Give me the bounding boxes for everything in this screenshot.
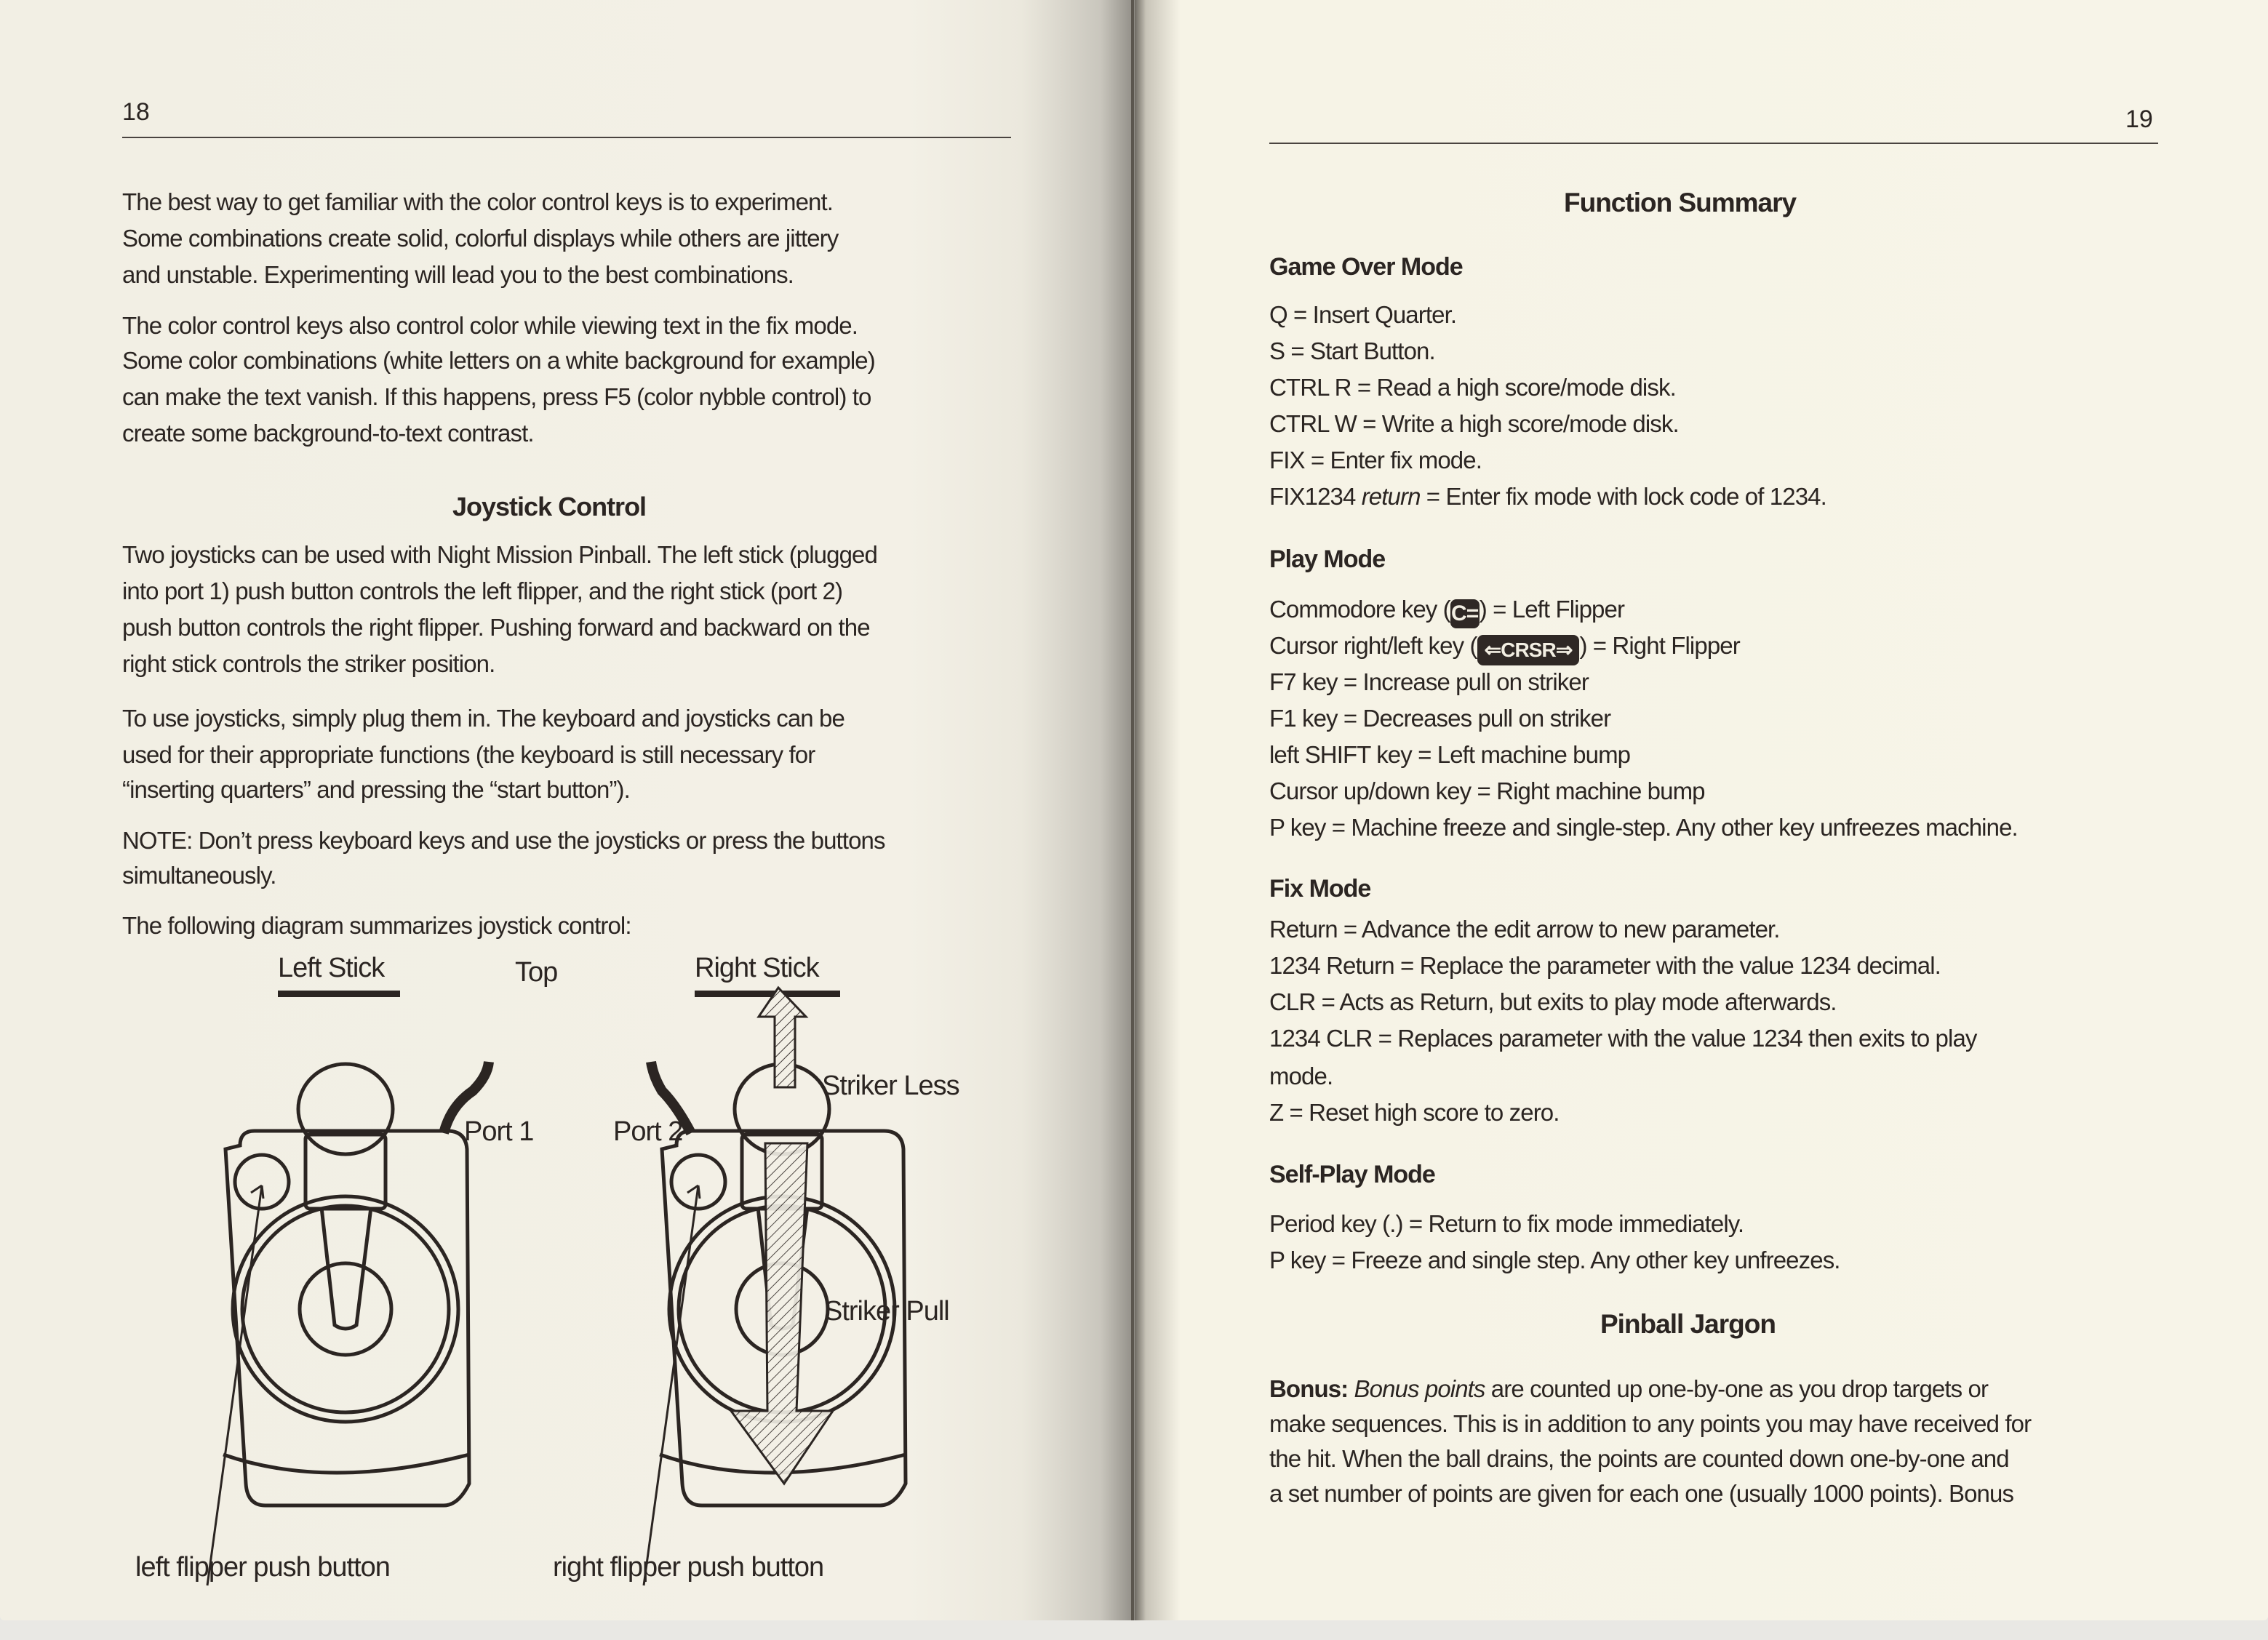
joystick-control-heading: Joystick Control bbox=[452, 492, 647, 521]
pinball-jargon-heading: Pinball Jargon bbox=[1600, 1309, 1776, 1339]
striker-pull-label: Striker Pull bbox=[824, 1296, 949, 1327]
left-joystick-icon bbox=[207, 1062, 489, 1585]
text-line: push button controls the right flipper. Pushing forward and backward on the bbox=[122, 614, 870, 641]
list-item: Z = Reset high score to zero. bbox=[1269, 1099, 1560, 1126]
top-label: Top bbox=[515, 957, 558, 988]
text-line: into port 1) push button controls the left flipper, and the right stick (port 2) bbox=[122, 577, 843, 604]
text-line: Some combinations create solid, colorful displays while others are jittery bbox=[122, 225, 839, 252]
list-item: 1234 CLR = Replaces parameter with the value 1234 then exits to play bbox=[1269, 1025, 1977, 1052]
list-item: FIX = Enter fix mode. bbox=[1269, 447, 1482, 473]
diagram-intro: The following diagram summarizes joystick control: bbox=[122, 912, 631, 939]
list-item: F7 key = Increase pull on striker bbox=[1269, 668, 1589, 695]
right-stick-label: Right Stick bbox=[695, 953, 819, 983]
bonus-italic: Bonus points bbox=[1354, 1375, 1485, 1402]
text-line: a set number of points are given for each one (usually 1000 points). Bonus bbox=[1269, 1480, 2014, 1507]
header-rule-left bbox=[122, 137, 1011, 138]
list-item: CTRL R = Read a high score/mode disk. bbox=[1269, 374, 1676, 401]
bonus-line: are counted up one-by-one as you drop targets or bbox=[1485, 1375, 1989, 1402]
game-over-mode-heading: Game Over Mode bbox=[1269, 253, 1463, 281]
port2-label: Port 2 bbox=[613, 1116, 683, 1147]
book-gutter bbox=[1131, 0, 1134, 1620]
crsr-key-icon: ⇐CRSR⇒ bbox=[1477, 635, 1580, 665]
list-item: Q = Insert Quarter. bbox=[1269, 301, 1457, 328]
self-play-mode-heading: Self-Play Mode bbox=[1269, 1161, 1435, 1188]
text-line: make sequences. This is in addition to any points you may have received for bbox=[1269, 1410, 2032, 1437]
joystick-diagram bbox=[109, 931, 1055, 1600]
list-item: left SHIFT key = Left machine bump bbox=[1269, 741, 1631, 768]
text-line: right stick controls the striker position. bbox=[122, 650, 495, 677]
list-item: Period key (.) = Return to fix mode immediately. bbox=[1269, 1210, 1744, 1237]
page-number-left: 18 bbox=[122, 98, 150, 126]
list-item-commodore bbox=[1269, 595, 1624, 628]
play-mode-heading: Play Mode bbox=[1269, 545, 1386, 573]
text-line: The color control keys also control color while viewing text in the fix mode. bbox=[122, 312, 858, 339]
text-line: The best way to get familiar with the color control keys is to experiment. bbox=[122, 188, 834, 215]
text-line: used for their appropriate functions (the keyboard is still necessary for bbox=[122, 741, 815, 768]
list-item: Cursor up/down key = Right machine bump bbox=[1269, 777, 1705, 804]
list-item-crsr bbox=[1269, 631, 1740, 665]
list-item-fix-code bbox=[1269, 482, 1826, 511]
commodore-suffix: ) = Left Flipper bbox=[1479, 596, 1625, 623]
text-line: and unstable. Experimenting will lead you to the best combinations. bbox=[122, 261, 794, 288]
list-item: CLR = Acts as Return, but exits to play mode afterwards. bbox=[1269, 988, 1837, 1015]
left-button-label: left flipper push button bbox=[135, 1552, 390, 1583]
list-item: CTRL W = Write a high score/mode disk. bbox=[1269, 410, 1679, 437]
crsr-prefix: Cursor right/left key ( bbox=[1269, 632, 1477, 659]
text-line: the hit. When the ball drains, the points are counted down one-by-one and bbox=[1269, 1445, 2009, 1472]
commodore-prefix: Commodore key ( bbox=[1269, 596, 1450, 623]
list-item: S = Start Button. bbox=[1269, 337, 1435, 364]
fix-code-suffix: = Enter fix mode with lock code of 1234. bbox=[1420, 483, 1826, 510]
header-rule-right bbox=[1269, 143, 2158, 144]
list-item: 1234 Return = Replace the parameter with the value 1234 decimal. bbox=[1269, 952, 1941, 979]
text-line: create some background-to-text contrast. bbox=[122, 420, 534, 447]
striker-pull-arrow-icon bbox=[731, 1143, 833, 1484]
port1-label: Port 1 bbox=[464, 1116, 534, 1147]
striker-less-arrow-icon bbox=[759, 988, 806, 1087]
list-item: F1 key = Decreases pull on striker bbox=[1269, 705, 1611, 732]
text-line bbox=[1269, 1375, 1988, 1404]
text-line: NOTE: Don’t press keyboard keys and use the joysticks or press the buttons bbox=[122, 827, 885, 854]
list-item: Return = Advance the edit arrow to new parameter. bbox=[1269, 916, 1780, 943]
page-number-right: 19 bbox=[2125, 105, 2153, 133]
fix-mode-heading: Fix Mode bbox=[1269, 875, 1371, 903]
fix-code-prefix: FIX1234 bbox=[1269, 483, 1362, 510]
commodore-key-icon: C= bbox=[1450, 599, 1480, 628]
text-line: Two joysticks can be used with Night Mission Pinball. The left stick (plugged bbox=[122, 541, 877, 568]
list-item: mode. bbox=[1269, 1063, 1333, 1089]
text-line: can make the text vanish. If this happens, press F5 (color nybble control) to bbox=[122, 383, 871, 410]
list-item: P key = Freeze and single step. Any other key unfreezes. bbox=[1269, 1247, 1840, 1273]
text-line: Some color combinations (white letters on a white background for example) bbox=[122, 347, 875, 374]
text-line: simultaneously. bbox=[122, 862, 276, 889]
crsr-suffix: ) = Right Flipper bbox=[1579, 632, 1740, 659]
left-stick-label: Left Stick bbox=[278, 953, 385, 983]
striker-less-label: Striker Less bbox=[822, 1071, 959, 1101]
text-line: To use joysticks, simply plug them in. The keyboard and joysticks can be bbox=[122, 705, 844, 732]
right-button-label: right flipper push button bbox=[553, 1552, 824, 1583]
function-summary-title: Function Summary bbox=[1564, 188, 1797, 217]
list-item: P key = Machine freeze and single-step. Any other key unfreezes machine. bbox=[1269, 814, 2018, 841]
text-line: “inserting quarters” and pressing the “start button”). bbox=[122, 776, 630, 803]
fix-code-return: return bbox=[1361, 483, 1421, 510]
bonus-term: Bonus: bbox=[1269, 1375, 1349, 1402]
